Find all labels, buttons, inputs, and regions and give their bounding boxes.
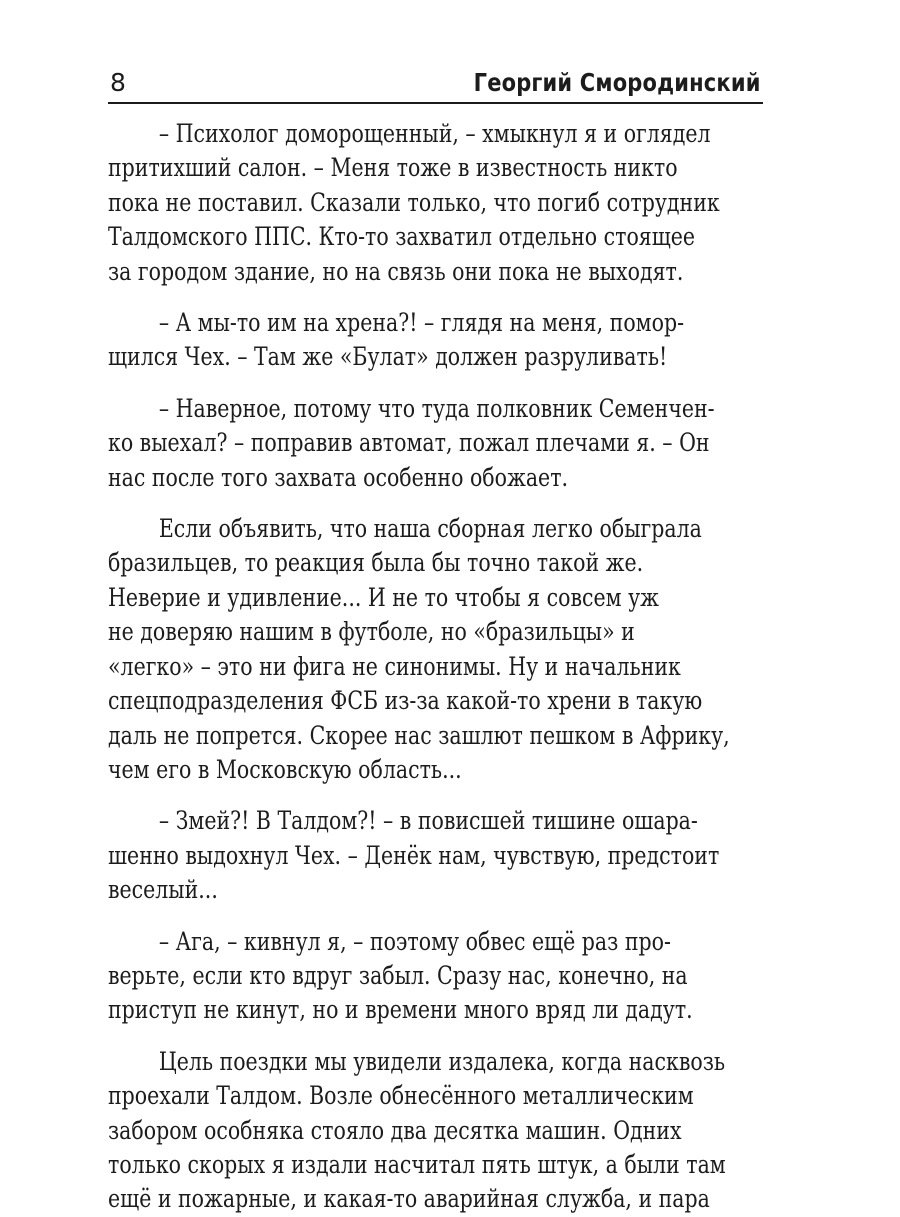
text-line: бразильцев, то реакция была бы точно такой же.: [108, 548, 644, 578]
text-line: только скорых я издали насчитал пять штук, а были там: [108, 1149, 726, 1179]
text-line: – Психолог доморощенный, – хмыкнул я и оглядел: [158, 119, 711, 148]
text-line: ещё и пожарные, и какая-то аварийная служба, и пара: [108, 1184, 710, 1214]
text-line: не доверяю нашим в футболе, но «бразильцы» и: [108, 617, 635, 647]
text-line: «легко» – это ни фига не синонимы. Ну и начальник: [108, 651, 681, 681]
text-line: проехали Талдом. Возле обнесённого металлическим: [108, 1081, 694, 1111]
page-header: [108, 66, 763, 104]
text-line: – Змей?! В Талдом?! – в повисшей тишине ошара-: [158, 806, 698, 836]
text-line: – Ага, – кивнул я, – поэтому обвес ещё раз про-: [158, 926, 671, 956]
text-line: Неверие и удивление... И не то чтобы я совсем уж: [108, 582, 659, 612]
paragraph: [108, 392, 766, 495]
text-line: ко выехал? – поправив автомат, пожал плечами я. – Он: [108, 428, 710, 458]
text-line: веселый...: [108, 875, 218, 905]
page-number: 8: [110, 68, 126, 97]
text-line: верьте, если кто вдруг забыл. Сразу нас, конечно, на: [108, 960, 688, 990]
text-line: чем его в Московскую область...: [108, 754, 462, 784]
paragraph: [108, 925, 766, 1028]
text-line: Если объявить, что наша сборная легко обыграла: [158, 514, 702, 544]
paragraph: [108, 306, 766, 375]
text-line: щился Чех. – Там же «Булат» должен разруливать!: [108, 342, 668, 372]
paragraph: [108, 804, 766, 907]
body-text: [108, 117, 766, 1217]
text-line: за городом здание, но на связь они пока не выходят.: [108, 256, 684, 286]
running-head-author: Георгий Смородинский: [474, 68, 761, 97]
text-line: Цель поездки мы увидели издалека, когда насквозь: [158, 1046, 726, 1076]
text-line: нас после того захвата особенно обожает.: [108, 462, 569, 492]
text-line: – А мы-то им на хрена?! – глядя на меня, помор-: [158, 308, 684, 338]
text-line: даль не попрется. Скорее нас зашлют пешком в Африку,: [108, 720, 730, 750]
text-line: спецподразделения ФСБ из-за какой-то хрени в такую: [108, 686, 703, 716]
text-line: – Наверное, потому что туда полковник Семенчен-: [158, 393, 715, 423]
paragraph: [108, 512, 766, 787]
text-line: приступ не кинут, но и времени много вряд ли дадут.: [108, 995, 693, 1025]
text-line: Талдомского ППС. Кто-то захватил отдельно стоящее: [108, 222, 696, 252]
paragraph: [108, 117, 766, 289]
text-line: шенно выдохнул Чех. – Денёк нам, чувствую, предстоит: [108, 840, 720, 870]
text-line: притихший салон. – Меня тоже в известность никто: [108, 153, 678, 183]
text-line: забором особняка стояло два десятка машин. Одних: [108, 1115, 682, 1145]
text-line: пока не поставил. Сказали только, что погиб сотрудник: [108, 187, 720, 217]
paragraph: [108, 1045, 766, 1217]
